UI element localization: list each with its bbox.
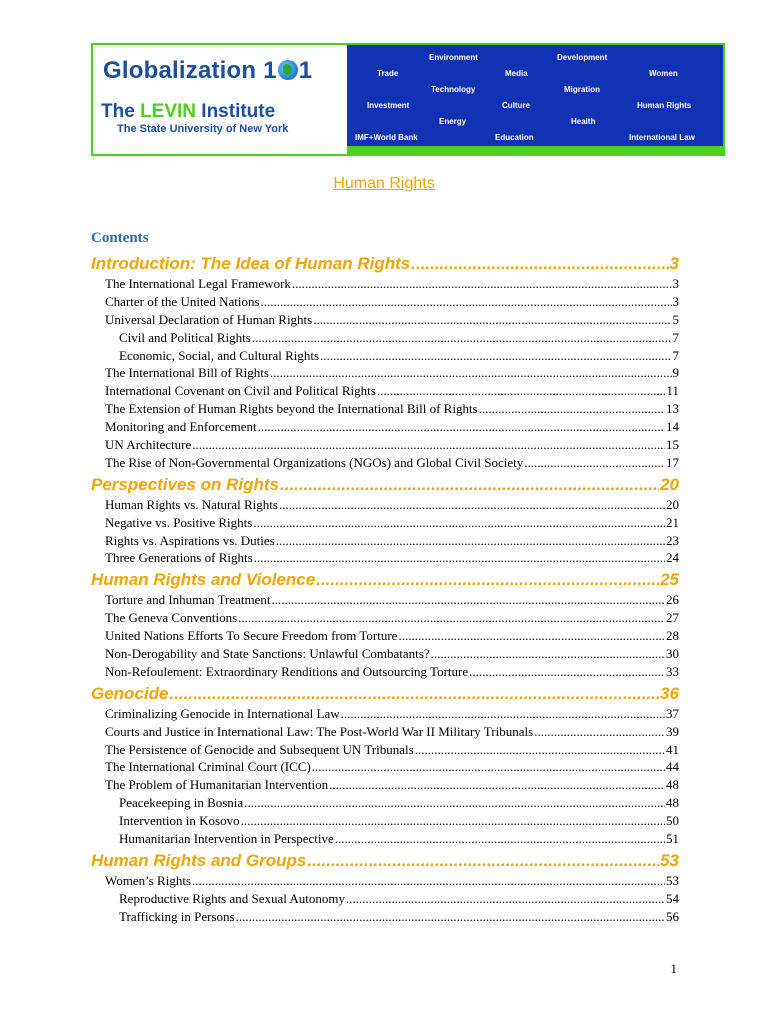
toc-leader-dots: [252, 329, 672, 347]
toc-leader-dots: [415, 741, 665, 759]
toc-page-number: 9: [672, 365, 679, 381]
toc-leader-dots: [320, 347, 671, 365]
toc-page-number: 28: [666, 628, 679, 644]
toc-entry[interactable]: [91, 872, 679, 890]
toc-page-number: 5: [672, 311, 679, 327]
topic-link[interactable]: Development: [557, 53, 608, 62]
toc-entry-title: Intervention in Kosovo: [119, 813, 240, 829]
toc-entry-title: Monitoring and Enforcement: [105, 419, 257, 435]
toc-page-number: 53: [660, 850, 679, 870]
toc-page-number: 20: [666, 496, 679, 512]
toc-entry[interactable]: [91, 645, 679, 663]
topic-link[interactable]: IMF+World Bank: [355, 133, 418, 142]
toc-entry[interactable]: [91, 723, 679, 741]
toc-entry-title: The Rise of Non-Governmental Organizations (NGOs) and Global Civil Society: [105, 454, 524, 470]
toc-entry-title: The Problem of Humanitarian Intervention: [105, 777, 329, 793]
toc-page-number: 36: [660, 683, 679, 703]
globalization-101-logo[interactable]: [103, 57, 312, 85]
toc-page-number: 21: [666, 514, 679, 530]
topic-link[interactable]: Health: [571, 117, 596, 126]
logo-text-suffix: 1: [298, 57, 313, 84]
toc-page-number: 33: [666, 663, 679, 679]
topic-link[interactable]: Human Rights: [637, 101, 692, 110]
contents-heading: Contents: [91, 230, 149, 246]
toc-leader-dots: [469, 663, 665, 681]
toc-entry-title: Humanitarian Intervention in Perspective: [119, 831, 334, 847]
toc-entry[interactable]: [91, 890, 679, 908]
toc-leader-dots: [479, 400, 665, 418]
toc-entry[interactable]: [91, 418, 679, 436]
toc-entry-title: The International Bill of Rights: [105, 365, 269, 381]
toc-entry[interactable]: [91, 311, 679, 329]
toc-entry-title: Introduction: The Idea of Human Rights: [91, 254, 411, 273]
toc-entry[interactable]: [91, 663, 679, 681]
toc-leader-dots: [524, 454, 665, 472]
toc-leader-dots: [335, 830, 665, 848]
toc-entry-title: Charter of the United Nations: [105, 293, 260, 309]
toc-page-number: 37: [666, 705, 679, 721]
toc-entry[interactable]: [91, 329, 679, 347]
table-of-contents: [91, 251, 679, 926]
toc-page-number: 3: [672, 293, 679, 309]
toc-entry-title: The Extension of Human Rights beyond the International Bill of Rights: [105, 401, 478, 417]
topic-link[interactable]: Trade: [377, 69, 399, 78]
toc-leader-dots: [236, 908, 665, 926]
toc-entry[interactable]: [91, 627, 679, 645]
toc-entry[interactable]: [91, 532, 679, 550]
toc-page-number: 7: [672, 347, 679, 363]
toc-page-number: 30: [666, 646, 679, 662]
toc-leader-dots: [258, 418, 665, 436]
toc-entry[interactable]: [91, 347, 679, 365]
toc-entry[interactable]: [91, 591, 679, 609]
toc-entry-title: Three Generations of Rights: [105, 550, 253, 566]
toc-leader-dots: [316, 568, 659, 591]
toc-entry[interactable]: [91, 400, 679, 418]
toc-entry-title: Courts and Justice in International Law: The Post-World War II Military Tribunals: [105, 723, 534, 739]
toc-page-number: 24: [666, 550, 679, 566]
toc-page-number: 15: [666, 437, 679, 453]
toc-entry-title: Trafficking in Persons: [119, 908, 235, 924]
toc-entry-title: Reproductive Rights and Sexual Autonomy: [119, 890, 346, 906]
toc-entry[interactable]: [91, 549, 679, 567]
toc-leader-dots: [280, 473, 659, 496]
toc-entry-title: The International Criminal Court (ICC): [105, 759, 311, 775]
toc-entry[interactable]: [91, 830, 679, 848]
toc-page-number: 41: [666, 741, 679, 757]
toc-page-number: 7: [672, 329, 679, 345]
toc-entry[interactable]: [91, 382, 679, 400]
toc-entry-title: Criminalizing Genocide in International Law: [105, 705, 340, 721]
toc-leader-dots: [270, 364, 672, 382]
toc-entry[interactable]: [91, 514, 679, 532]
logo-area[interactable]: [93, 45, 347, 154]
toc-leader-dots: [329, 776, 665, 794]
toc-entry[interactable]: [91, 741, 679, 759]
banner-green-strip: [347, 146, 723, 154]
toc-entry-title: Economic, Social, and Cultural Rights: [119, 347, 320, 363]
toc-entry[interactable]: [91, 293, 679, 311]
header-banner: [91, 43, 725, 156]
toc-entry-title: Human Rights and Violence: [91, 570, 316, 590]
institute-suffix: Institute: [196, 101, 276, 122]
toc-leader-dots: [431, 645, 665, 663]
toc-leader-dots: [346, 890, 665, 908]
toc-entry-title: Non-Refoulement: Extraordinary Renditions and Outsourcing Torture: [105, 663, 469, 679]
toc-leader-dots: [241, 812, 665, 830]
toc-entry-title: UN Architecture: [105, 437, 192, 453]
toc-leader-dots: [377, 382, 666, 400]
toc-entry[interactable]: [91, 794, 679, 812]
logo-text: Globalization 1: [103, 57, 277, 84]
toc-page-number: 26: [666, 592, 679, 608]
topic-nav: [347, 45, 723, 146]
toc-page-number: 17: [666, 454, 679, 470]
levin-institute-logo: [101, 101, 275, 123]
toc-entry-title: The Geneva Conventions: [105, 610, 238, 626]
toc-leader-dots: [272, 591, 665, 609]
toc-section-heading[interactable]: [91, 568, 679, 591]
toc-leader-dots: [313, 311, 671, 329]
toc-entry[interactable]: [91, 812, 679, 830]
toc-section-heading[interactable]: [91, 849, 679, 872]
toc-leader-dots: [307, 849, 659, 872]
topic-link[interactable]: International Law: [629, 133, 695, 142]
page-number: 1: [670, 961, 677, 976]
toc-entry[interactable]: [91, 454, 679, 472]
institute-prefix: The: [101, 101, 141, 122]
toc-leader-dots: [398, 627, 665, 645]
toc-entry-title: Torture and Inhuman Treatment: [105, 592, 271, 608]
toc-page-number: 39: [666, 723, 679, 739]
toc-page-number: 3: [669, 254, 679, 273]
toc-entry-title: Women’s Rights: [105, 872, 191, 888]
toc-page-number: 48: [666, 795, 679, 811]
toc-leader-dots: [253, 514, 665, 532]
toc-entry[interactable]: [91, 364, 679, 382]
toc-page-number: 51: [666, 831, 679, 847]
toc-leader-dots: [341, 705, 665, 723]
toc-entry-title: Genocide: [91, 683, 169, 703]
toc-leader-dots: [292, 275, 672, 293]
topic-link[interactable]: Education: [495, 133, 534, 142]
toc-section-heading[interactable]: [91, 473, 679, 496]
toc-entry-title: Civil and Political Rights: [119, 329, 251, 345]
toc-leader-dots: [261, 293, 672, 311]
toc-leader-dots: [244, 794, 665, 812]
topic-link[interactable]: Environment: [429, 53, 478, 62]
toc-entry-title: Peacekeeping in Bosnia: [119, 795, 244, 811]
toc-entry-title: Negative vs. Positive Rights: [105, 514, 253, 530]
toc-entry-title: United Nations Efforts To Secure Freedom from Torture: [105, 628, 398, 644]
toc-entry-title: Non-Derogability and State Sanctions: Unlawful Combatants?: [105, 646, 430, 662]
toc-entry-title: Universal Declaration of Human Rights: [105, 311, 313, 327]
toc-leader-dots: [192, 436, 665, 454]
toc-page-number: 3: [672, 276, 679, 291]
toc-entry[interactable]: [91, 908, 679, 926]
toc-leader-dots: [312, 758, 665, 776]
toc-leader-dots: [279, 496, 665, 514]
toc-leader-dots: [169, 682, 659, 705]
toc-leader-dots: [254, 549, 665, 567]
toc-entry[interactable]: [91, 275, 679, 293]
toc-page-number: 53: [666, 872, 679, 888]
toc-entry-title: The Persistence of Genocide and Subsequent UN Tribunals: [105, 741, 414, 757]
toc-entry-title: Perspectives on Rights: [91, 474, 280, 494]
toc-page-number: 54: [666, 890, 679, 906]
toc-entry-title: Human Rights vs. Natural Rights: [105, 496, 278, 512]
toc-page-number: 50: [666, 813, 679, 829]
topic-link[interactable]: Media: [505, 69, 528, 78]
document-title[interactable]: Human Rights: [333, 175, 435, 192]
topic-link[interactable]: Investment: [367, 101, 410, 110]
globe-icon: [278, 60, 298, 80]
toc-leader-dots: [192, 872, 665, 890]
toc-section-heading[interactable]: [91, 682, 679, 705]
toc-entry[interactable]: [91, 705, 679, 723]
toc-entry[interactable]: [91, 776, 679, 794]
toc-entry[interactable]: [91, 436, 679, 454]
topic-link[interactable]: Women: [649, 69, 678, 78]
toc-leader-dots: [276, 532, 665, 550]
toc-page-number: 48: [666, 777, 679, 793]
toc-page-number: 25: [660, 570, 679, 590]
topic-link[interactable]: Culture: [502, 101, 530, 110]
toc-page-number: 27: [666, 610, 679, 626]
toc-entry[interactable]: [91, 609, 679, 627]
topic-link[interactable]: Energy: [439, 117, 467, 126]
toc-entry-title: The International Legal Framework: [105, 276, 291, 291]
toc-page-number: 11: [666, 383, 679, 399]
toc-leader-dots: [534, 723, 665, 741]
toc-entry-title: Rights vs. Aspirations vs. Duties: [105, 532, 275, 548]
toc-page-number: 14: [666, 419, 679, 435]
toc-entry[interactable]: [91, 496, 679, 514]
toc-entry-title: Human Rights and Groups: [91, 850, 307, 870]
topic-link[interactable]: Technology: [431, 85, 476, 94]
institute-name: LEVIN: [140, 101, 197, 122]
toc-leader-dots: [238, 609, 665, 627]
toc-page-number: 13: [666, 401, 679, 417]
toc-entry[interactable]: [91, 758, 679, 776]
toc-entry-title: International Covenant on Civil and Political Rights: [105, 383, 376, 399]
toc-page-number: 23: [666, 532, 679, 548]
toc-leader-dots: [411, 252, 668, 275]
topic-link[interactable]: Migration: [564, 85, 600, 94]
toc-section-heading[interactable]: [91, 252, 679, 275]
toc-page-number: 56: [666, 908, 679, 924]
toc-page-number: 44: [666, 759, 679, 775]
toc-page-number: 20: [660, 474, 679, 494]
institute-subtitle: The State University of New York: [117, 123, 289, 135]
